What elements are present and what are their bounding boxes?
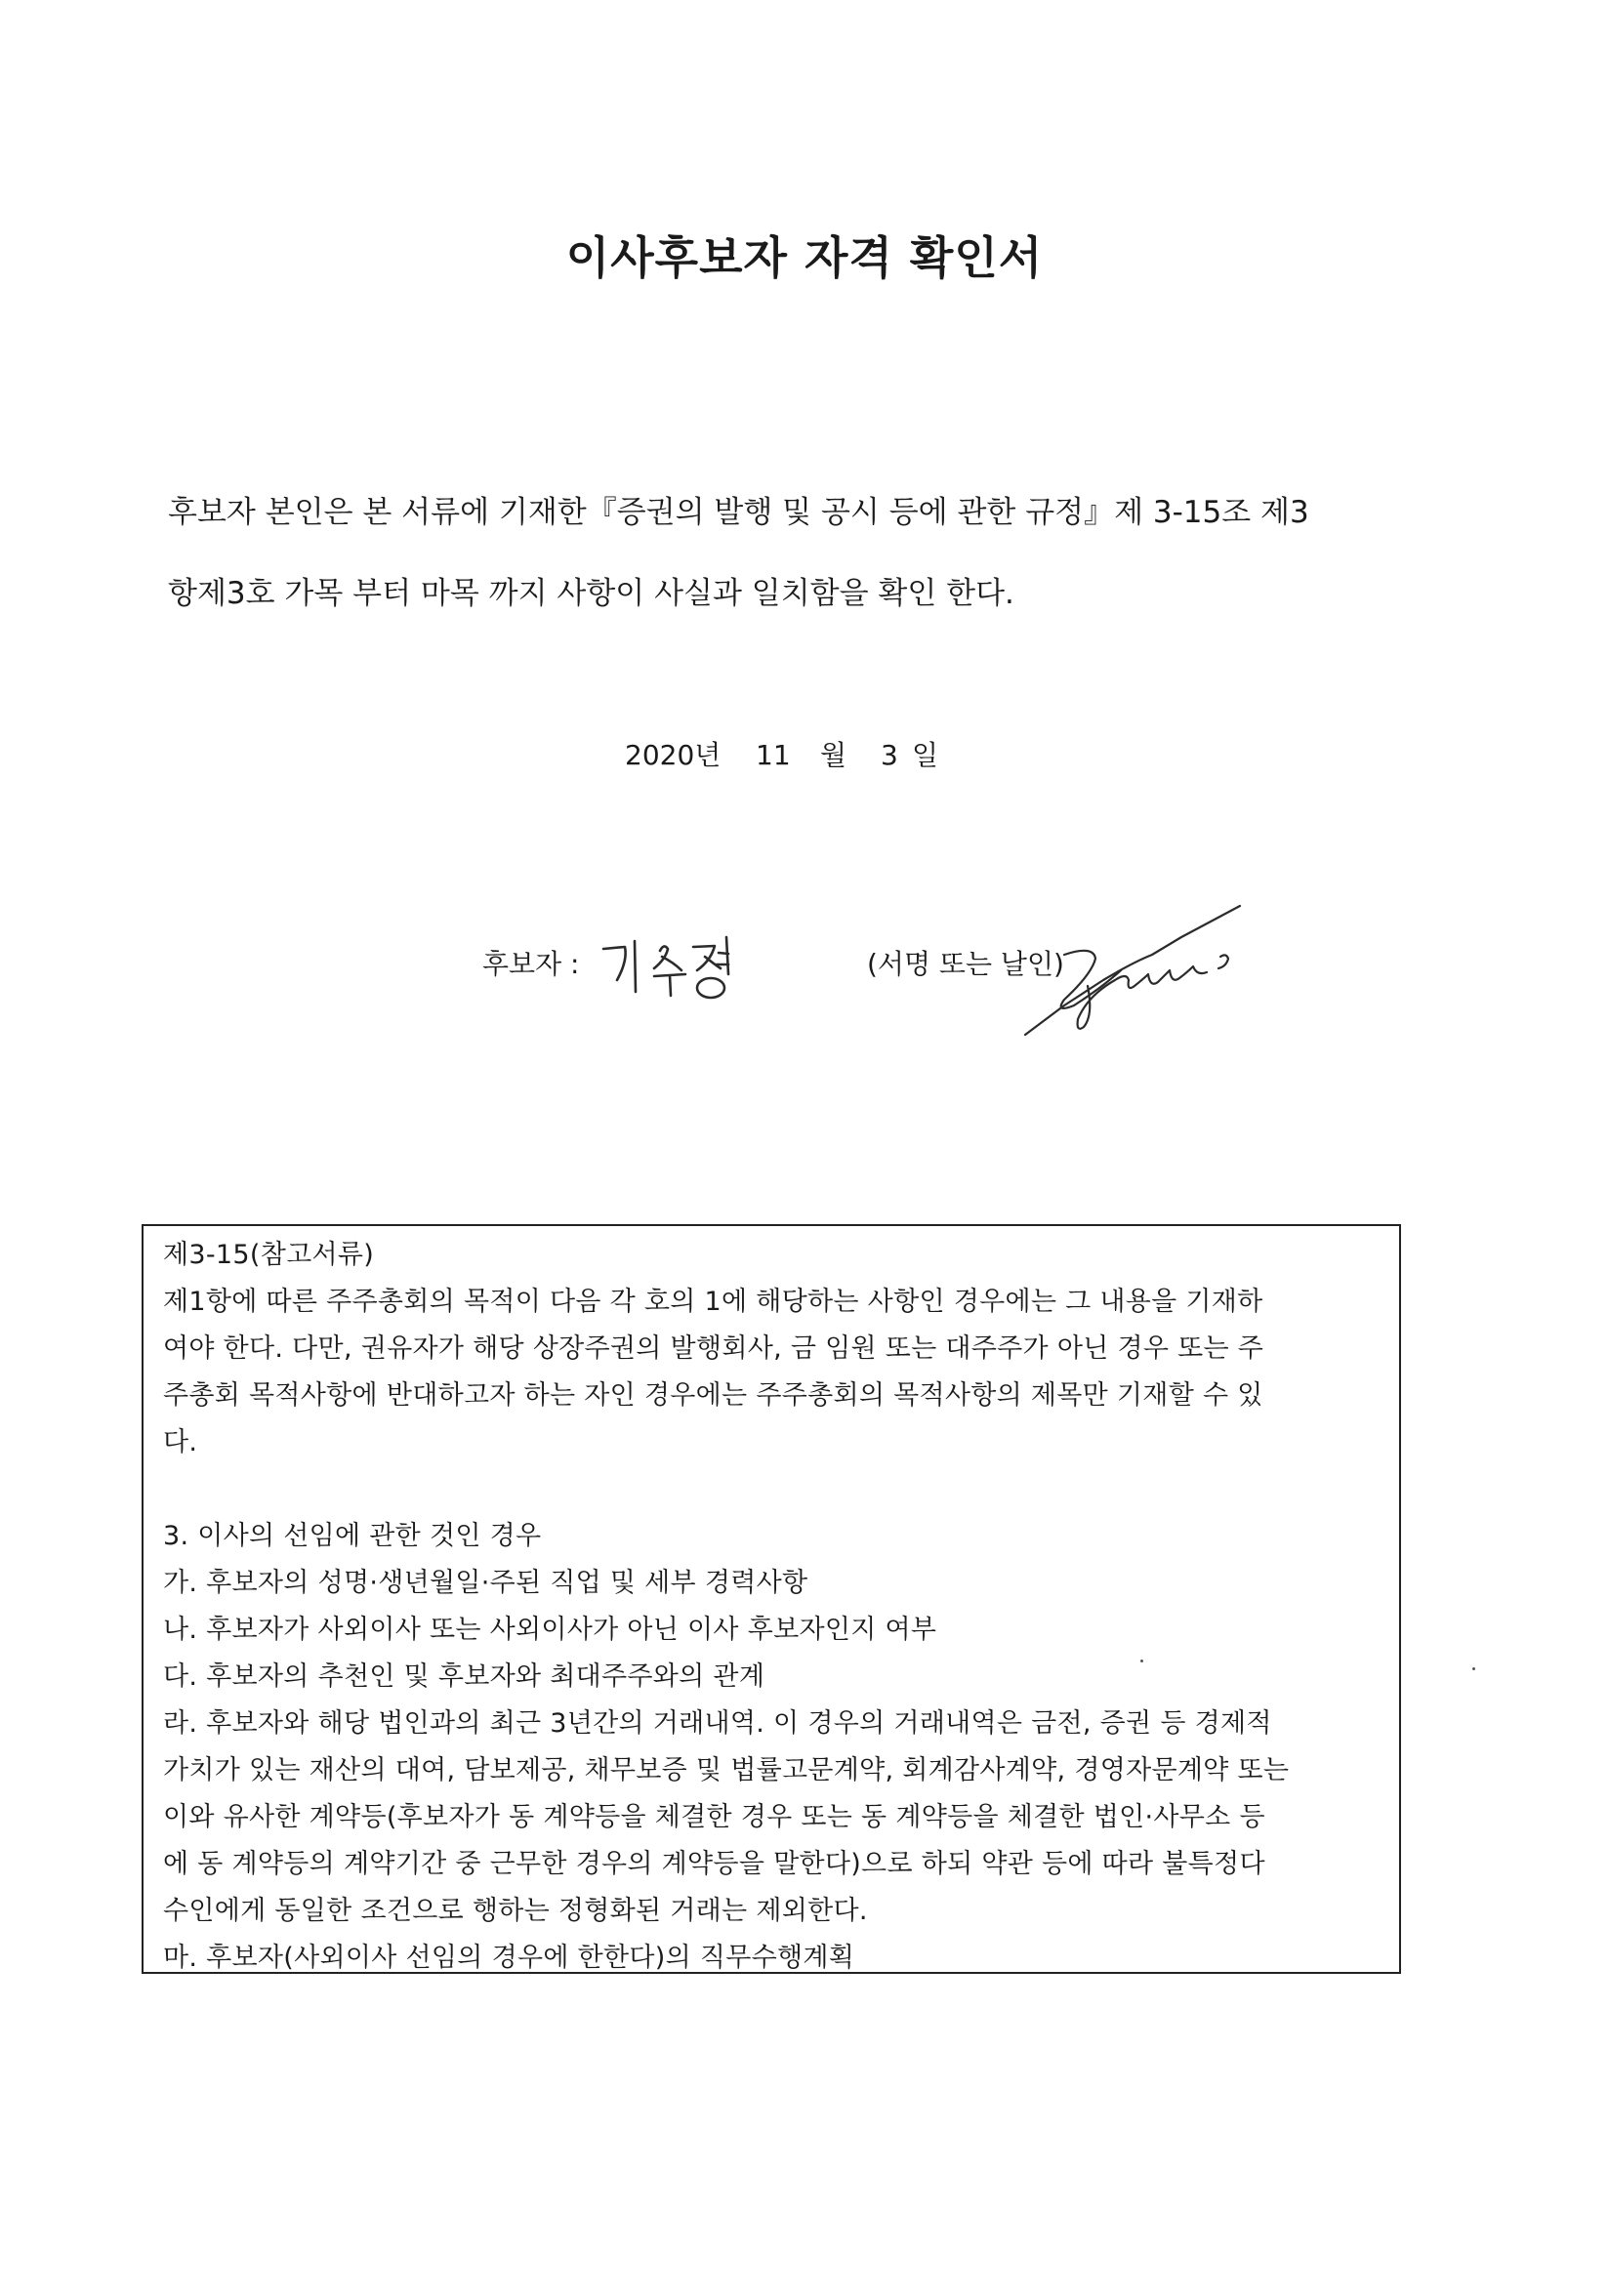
date-day: 3 — [881, 739, 898, 771]
scan-speck — [1472, 1667, 1475, 1670]
date-month-unit: 월 — [820, 739, 847, 771]
reference-subitem-da: 다. 후보자의 추천인 및 후보자와 최대주주와의 관계 — [163, 1661, 765, 1692]
confirmation-statement-line-2: 항제3호 가목 부터 마목 까지 사항이 사실과 일치함을 확인 한다. — [168, 576, 1014, 611]
candidate-label: 후보자 : — [482, 948, 580, 980]
handwritten-name-signature — [596, 927, 752, 1005]
reference-item-heading: 3. 이사의 선임에 관한 것인 경우 — [163, 1521, 542, 1551]
handwritten-signature-scribble — [1006, 898, 1269, 1045]
reference-subitem-na: 나. 후보자가 사외이사 또는 사외이사가 아닌 이사 후보자인지 여부 — [163, 1615, 937, 1645]
reference-subitem-ra-cont: 수인에게 동일한 조건으로 행하는 정형화된 거래는 제외한다. — [163, 1896, 868, 1926]
reference-paragraph-line: 제1항에 따른 주주총회의 목적이 다음 각 호의 1에 해당하는 사항인 경우에는 그 내용을 기재하 — [163, 1287, 1263, 1317]
confirmation-statement-line-1: 후보자 본인은 본 서류에 기재한『증권의 발행 및 공시 등에 관한 규정』제 3-15조 제3 — [168, 495, 1309, 530]
reference-subitem-ra: 라. 후보자와 해당 법인과의 최근 3년간의 거래내역. 이 경우의 거래내역은 금전, 증권 등 경제적 — [163, 1708, 1272, 1739]
reference-subitem-ga: 가. 후보자의 성명·생년월일·주된 직업 및 세부 경력사항 — [163, 1568, 808, 1598]
date-day-unit: 일 — [912, 739, 939, 771]
document-title: 이사후보자 자격 확인서 — [565, 231, 1044, 284]
reference-paragraph-line: 다. — [163, 1427, 198, 1457]
reference-heading: 제3-15(참고서류) — [163, 1240, 375, 1270]
reference-subitem-ma: 마. 후보자(사외이사 선임의 경우에 한한다)의 직무수행계획 — [163, 1943, 855, 1973]
reference-subitem-ra-cont: 에 동 계약등의 계약기간 중 근무한 경우의 계약등을 말한다)으로 하되 약관 등에 따라 불특정다 — [163, 1849, 1265, 1879]
scan-speck — [1140, 1660, 1143, 1662]
reference-paragraph-line: 주총회 목적사항에 반대하고자 하는 자인 경우에는 주주총회의 목적사항의 제목만 기재할 수 있 — [163, 1380, 1263, 1411]
reference-subitem-ra-cont: 이와 유사한 계약등(후보자가 동 계약등을 체결한 경우 또는 동 계약등을 체결한 법인·사무소 등 — [163, 1802, 1265, 1832]
date-year: 2020년 — [625, 739, 722, 771]
reference-spacer — [163, 1466, 1385, 1513]
reference-box — [142, 1224, 1401, 1974]
date-month: 11 — [756, 739, 791, 771]
reference-paragraph-line: 여야 한다. 다만, 권유자가 해당 상장주권의 발행회사, 금 임원 또는 대주주가 아닌 경우 또는 주 — [163, 1333, 1264, 1364]
reference-subitem-ra-cont: 가치가 있는 재산의 대여, 담보제공, 채무보증 및 법률고문계약, 회계감사계약, 경영자문계약 또는 — [163, 1755, 1290, 1785]
sign-or-seal-note: (서명 또는 날인) — [867, 948, 1064, 980]
